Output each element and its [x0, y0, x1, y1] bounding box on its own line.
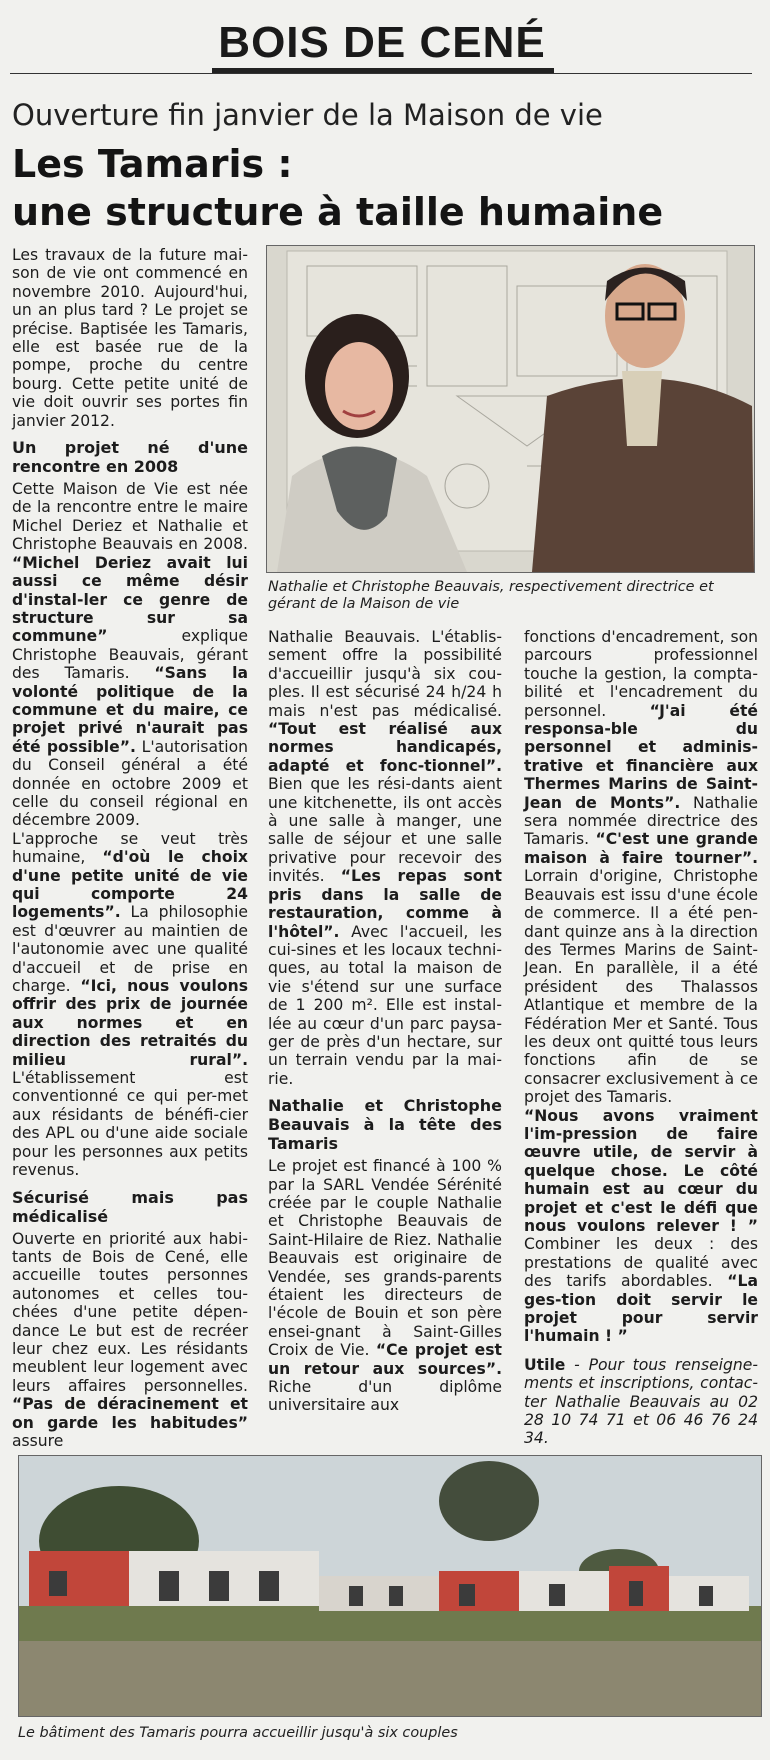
headline-line-1: Les Tamaris :: [12, 142, 293, 186]
article-column-2: [268, 628, 502, 1415]
text: L'approche se veut très humaine,: [12, 829, 248, 867]
quote: “Ce projet est un retour aux sources”.: [268, 1341, 502, 1378]
headline: [12, 140, 752, 236]
text: Nathalie Beauvais. L'établis-sement offre la possibilité d'accueillir jusqu'à six cou-ples. Il est sécurisé 24 h/24 h mais n'est pas médicalisé.: [268, 628, 502, 720]
subheading-1: Un projet né d'une rencontre en 2008: [12, 438, 248, 477]
article-column-1: [12, 246, 248, 1450]
text: Riche d'un diplôme universitaire aux: [268, 1378, 502, 1415]
paragraph-7: [524, 1107, 758, 1346]
text: L'établissement est conventionné ce qui per-met aux résidants de bénéfi-cier des APL ou d'une aide sociale pour les personnes aux petits revenus.: [12, 1069, 248, 1180]
quote: “C'est une grande maison à faire tourner”.: [524, 830, 758, 867]
text: assure: [12, 1431, 64, 1450]
text: Avec l'accueil, les cui-sines et les locaux techni-ques, au total la maison de vie s'étend sur une surface de 1 200 m². Elle est instal-lée au cœur d'un parc paysa-ger de près d'un hectare, sur un terrain vendu par la mai-rie.: [268, 922, 502, 1088]
quote: “Ici, nous voulons offrir des prix de journée aux normes et en direction des retraités du milieu rural”.: [12, 977, 248, 1069]
paragraph-1: [12, 480, 248, 830]
text: Bien que les rési-dants aient une kitchenette, ils ont accès à une salle à manger, une salle de séjour et une salle privative pour recevoir des invités.: [268, 775, 502, 886]
intro-paragraph: Les travaux de la future mai-son de vie ont commencé en novembre 2010. Aujourd'hui, un an plus tard ? Le projet se précise. Baptisée les Tamaris, elle est basée rue de la pompe, proche du centre bourg. Cette petite unité de vie doit ouvrir ses portes fin janvier 2012.: [12, 246, 248, 430]
text: L'autorisation du Conseil général a été donnée en octobre 2009 et celle du conseil régional en décembre 2009.: [12, 737, 248, 830]
useful-label: Utile: [524, 1355, 566, 1374]
paragraph-3: [12, 1230, 248, 1451]
paragraph-6: [524, 628, 758, 1107]
portrait-illustration: [267, 246, 754, 572]
text: Cette Maison de Vie est née de la rencontre entre le maire Michel Deriez et Nathalie et Christophe Beauvais en 2008.: [12, 480, 248, 554]
quote: “Tout est réalisé aux normes handicapés, adapté et fonc-tionnel”.: [268, 720, 502, 775]
paragraph-2: [12, 830, 248, 1180]
building-photo: [18, 1455, 762, 1717]
text: Nathalie sera nommée directrice des Tamaris.: [524, 793, 758, 849]
quote: “La ges-tion doit servir le projet pour servir l'humain ! ”: [524, 1272, 758, 1346]
text: Ouverte en priorité aux habi-tants de Bois de Cené, elle accueille toutes personnes autonomes et celles tou-chées d'une petite dépen-dance Le but est de recréer leur chez eux. Les résidants meublent leur logement avec leurs affaires personnelles.: [12, 1229, 248, 1395]
quote: “Les repas sont pris dans la salle de restauration, comme à l'hôtel”.: [268, 867, 502, 941]
portrait-photo: [266, 245, 755, 573]
text: fonctions d'encadrement, son parcours professionnel touche la gestion, la compta-bilité et l'encadrement du personnel.: [524, 628, 758, 720]
building-caption: Le bâtiment des Tamaris pourra accueillir jusqu'à six couples: [18, 1725, 458, 1741]
subheading-2: Sécurisé mais pas médicalisé: [12, 1187, 248, 1226]
headline-line-2: une structure à taille humaine: [12, 190, 664, 234]
quote: “Pas de déracinement et on garde les habitudes”: [12, 1395, 248, 1432]
text: Combiner les deux : des prestations de qualité avec des tarifs abordables.: [524, 1235, 758, 1291]
header-rule: [10, 73, 752, 74]
text: explique Christophe Beauvais, gérant des Tamaris.: [12, 627, 248, 683]
subheading-3: Nathalie et Christophe Beauvais à la tête des Tamaris: [268, 1096, 502, 1154]
text: La philosophie est d'œuvrer au maintien de l'autonomie avec une qualité d'accueil et de prise en charge.: [12, 903, 248, 996]
portrait-caption: Nathalie et Christophe Beauvais, respectivement directrice et gérant de la Maison de vie: [268, 579, 714, 612]
text: Lorrain d'origine, Christophe Beauvais est issu d'une école de commerce. Il a été pen-dant quinze ans à la direction des Termes Marins de Saint-Jean. En parallèle, il a été président des Thalassos Atlantique et membre de la Fédération Mer et Santé. Tous les deux ont quitté tous leurs fonctions afin de se consacrer exclusivement à ce projet des Tamaris.: [524, 867, 758, 1107]
kicker: Ouverture fin janvier de la Maison de vie: [12, 98, 603, 132]
useful-text: - Pour tous renseigne-ments et inscriptions, contac-ter Nathalie Beauvais au 02 28 10 74 71 et 06 46 76 24 34.: [524, 1355, 758, 1448]
article-column-3: [524, 628, 758, 1448]
quote: “Michel Deriez avait lui aussi ce même désir d'instal-ler ce genre de structure sur sa commune”: [12, 553, 248, 646]
quote: “Nous avons vraiment l'im-pression de faire œuvre utile, de servir à quelque chose. Le côté humain est au cœur du projet et c'est le défi que nous voulons relever ! ”: [524, 1106, 758, 1235]
useful-info: [524, 1356, 758, 1448]
building-illustration: [19, 1456, 761, 1716]
section-title: BOIS DE CENÉ: [218, 18, 546, 67]
text: Le projet est financé à 100 % par la SARL Vendée Sérénité créée par le couple Nathalie et Christophe Beauvais de Saint-Hilaire de Riez. Nathalie Beauvais est originaire de Vendée, ses grands-parents étaient les directeurs de l'école de Bouin et son père ensei-gnant à Saint-Gilles Croix de Vie.: [268, 1157, 502, 1360]
quote: “Sans la volonté politique de la commune et du maire, ce projet privé n'aurait pas été possible”.: [12, 664, 248, 756]
quote: “J'ai été responsa-ble du personnel et adminis-trative et financière aux Thermes Marins de Saint-Jean de Monts”.: [524, 701, 758, 812]
paragraph-4: [268, 628, 502, 1088]
paragraph-5: [268, 1157, 502, 1415]
quote: “d'où le choix d'une petite unité de vie qui comporte 24 logements”.: [12, 848, 248, 922]
